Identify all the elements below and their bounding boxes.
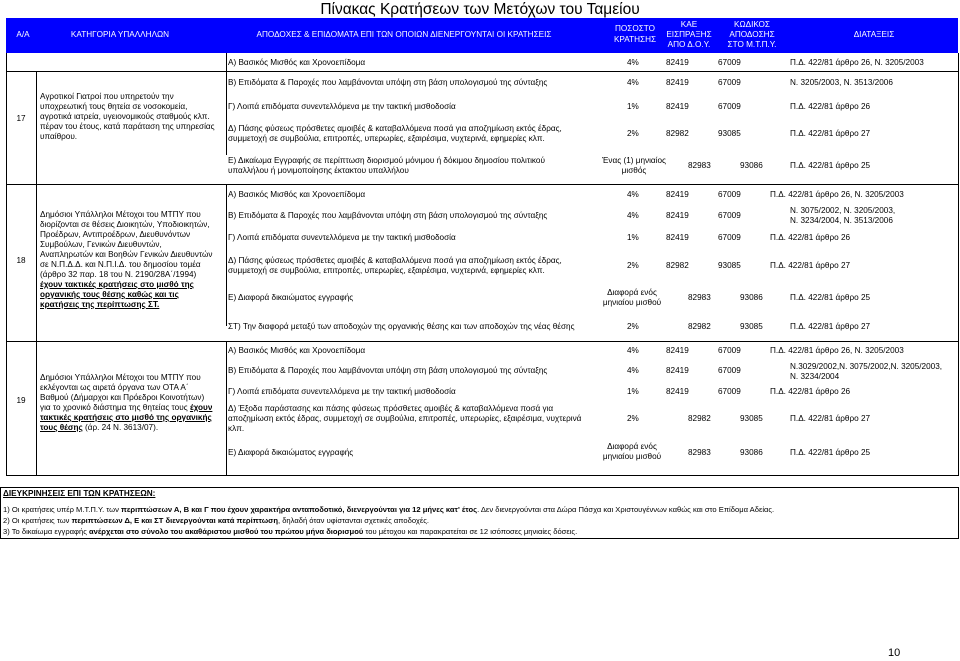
payment-provision: Π.Δ. 422/81 άρθρο 25 xyxy=(790,293,871,302)
payment-percent: 1% xyxy=(627,387,639,396)
payment-kae: 82982 xyxy=(688,322,711,331)
payment-code: 67009 xyxy=(718,366,741,375)
payment-provision: Π.Δ. 422/81 άρθρο 26 xyxy=(790,102,871,111)
payment-code: 67009 xyxy=(718,387,741,396)
payment-desc: Δ) Πάσης φύσεως πρόσθετες αμοιβές & καταβαλλόμενα ποσά για αποζημίωση εκτός έδρας, xyxy=(228,256,562,265)
payment-percent: 2% xyxy=(627,261,639,270)
payment-desc: Β) Επιδόματα & Παροχές που λαμβάνονται υπόψη στη βάση υπολογισμού της σύνταξης xyxy=(228,366,548,375)
payment-desc: Ε) Διαφορά δικαιώματος εγγραφής xyxy=(228,448,354,457)
payment-percent: 4% xyxy=(627,78,639,87)
page-number: 10 xyxy=(888,647,901,659)
payment-code: 67009 xyxy=(718,233,741,242)
payment-percent: 4% xyxy=(627,58,639,67)
payment-desc: Α) Βασικός Μισθός και Χρονοεπίδομα xyxy=(228,190,366,199)
category-line: έχουν τακτικές κρατήσεις στο μισθό της xyxy=(40,280,194,289)
header-kae-3: ΑΠΟ Δ.Ο.Υ. xyxy=(667,40,711,49)
header-aa: Α/Α xyxy=(16,30,30,39)
header-payments: ΑΠΟΔΟΧΕΣ & ΕΠΙΔΟΜΑΤΑ ΕΠΙ ΤΩΝ ΟΠΟΙΩΝ ΔΙΕΝΕΡΓΟΥΝΤΑΙ ΟΙ ΚΡΑΤΗΣΕΙΣ xyxy=(256,30,552,39)
payment-code: 67009 xyxy=(718,346,741,355)
payment-code: 67009 xyxy=(718,78,741,87)
header-percent-1: ΠΟΣΟΣΤΟ xyxy=(615,24,655,33)
category-line: οργανικής τους θέσης καθώς και τις xyxy=(40,290,179,299)
payment-provision: Π.Δ. 422/81 άρθρο 27 xyxy=(790,414,871,423)
payment-desc: κλπ. xyxy=(228,424,245,433)
payment-desc: Δ) Έξοδα παράστασης και πάσης φύσεως πρόσθετες αμοιβές & καταβαλλόμενα ποσά για xyxy=(228,404,554,413)
payment-kae: 82983 xyxy=(688,161,711,170)
payment-desc: Γ) Λοιπά επιδόματα συνεντελλόμενα με την τακτική μισθοδοσία xyxy=(228,387,456,396)
payment-code: 93086 xyxy=(740,161,763,170)
table-header xyxy=(6,18,958,53)
payment-code: 67009 xyxy=(718,211,741,220)
payment-kae: 82982 xyxy=(666,261,689,270)
category-line: υποχρεωτική τους θητεία σε νοσοκομεία, xyxy=(40,102,188,111)
payment-provision: Π.Δ. 422/81 άρθρο 26, Ν. 3205/2003 xyxy=(770,346,904,355)
category-line: αγροτικά ιατρεία, υγειονομικούς σταθμούς κλπ. xyxy=(40,112,210,121)
payment-desc: Ε) Δικαίωμα Εγγραφής σε περίπτωση διορισμού μόνιμου ή δόκιμου δημοσίου πολιτικού xyxy=(228,156,545,165)
category-line: υπαίθρου. xyxy=(40,132,78,141)
payment-percent: 4% xyxy=(627,346,639,355)
payment-provision: Ν. 3234/2004 xyxy=(790,372,840,381)
notes-heading: ΔΙΕΥΚΡΙΝΗΣΕΙΣ ΕΠΙ ΤΩΝ ΚΡΑΤΗΣΕΩΝ: xyxy=(3,489,156,498)
header-code-2: ΑΠΟΔΟΣΗΣ xyxy=(729,30,775,39)
category-line: Αναπληρωτών και Βοηθών Γενικών Διευθυντών xyxy=(40,250,213,259)
category-line: Αγροτικοί Γιατροί που υπηρετούν την xyxy=(40,92,174,101)
payment-provision: Ν. 3234/2004, Ν. 3513/2006 xyxy=(790,216,893,225)
payment-provision: Ν. 3205/2003, Ν. 3513/2006 xyxy=(790,78,893,87)
payment-provision: Ν.3029/2002,Ν. 3075/2002,Ν. 3205/2003, xyxy=(790,362,943,371)
category-line: Προέδρων, Αντιπροέδρων, Διευθυνόντων xyxy=(40,230,191,239)
payment-provision: Ν. 3075/2002, Ν. 3205/2003, xyxy=(790,206,896,215)
payment-provision: Π.Δ. 422/81 άρθρο 25 xyxy=(790,448,871,457)
header-kae-2: ΕΙΣΠΡΑΞΗΣ xyxy=(666,30,712,39)
note-1: 1) Οι κρατήσεις υπέρ Μ.Τ.Π.Υ. των περιπτώσεων Α, Β και Γ που έχουν χαρακτήρα ανταποδοτικό, διενεργούνται για 12 μήνες κατ' έτος. Δεν διενεργούνται στα Δώρα Πάσχα και Χριστουγέννων καθώς και στο Επίδομα Αδείας. xyxy=(3,505,775,514)
payment-kae: 82419 xyxy=(666,366,689,375)
payment-percent: Διαφορά ενός xyxy=(607,442,657,451)
category-line: σε Ν.Π.Δ.Δ. και Ν.Π.Ι.Δ. του δημοσίου τομέα xyxy=(40,260,201,269)
payment-percent: 1% xyxy=(627,233,639,242)
payment-kae: 82419 xyxy=(666,233,689,242)
category-line: Συμβούλων, Γενικών Διευθυντών, xyxy=(40,240,162,249)
header-percent-2: ΚΡΑΤΗΣΗΣ xyxy=(613,35,657,44)
payment-percent: 4% xyxy=(627,366,639,375)
row-number: 18 xyxy=(16,256,26,265)
notes-box xyxy=(0,487,959,539)
payment-kae: 82419 xyxy=(666,190,689,199)
payment-provision: Π.Δ. 422/81 άρθρο 26, Ν. 3205/2003 xyxy=(770,190,904,199)
payment-percent: Ένας (1) μηνιαίος xyxy=(602,156,666,165)
payment-provision: Π.Δ. 422/81 άρθρο 26 xyxy=(770,387,851,396)
payment-code: 93085 xyxy=(740,322,763,331)
header-provisions: ΔΙΑΤΑΞΕΙΣ xyxy=(853,30,895,39)
payment-code: 93085 xyxy=(718,261,741,270)
payment-provision: Π.Δ. 422/81 άρθρο 25 xyxy=(790,161,871,170)
header-code-1: ΚΩΔΙΚΟΣ xyxy=(734,20,770,29)
category-line: τακτικές κρατήσεις στο μισθό της οργανικής xyxy=(40,413,212,422)
payment-kae: 82419 xyxy=(666,58,689,67)
header-category: ΚΑΤΗΓΟΡΙΑ ΥΠΑΛΛΗΛΩΝ xyxy=(70,30,170,39)
payment-kae: 82982 xyxy=(666,129,689,138)
payment-desc: Δ) Πάσης φύσεως πρόσθετες αμοιβές & καταβαλλόμενα ποσά για αποζημίωση εκτός έδρας, xyxy=(228,124,562,133)
payment-desc: Β) Επιδόματα & Παροχές που λαμβάνονται υπόψη στη βάση υπολογισμού της σύνταξης xyxy=(228,211,548,220)
payment-kae: 82983 xyxy=(688,293,711,302)
payment-kae: 82419 xyxy=(666,387,689,396)
payment-provision: Π.Δ. 422/81 άρθρο 27 xyxy=(790,129,871,138)
payment-percent: 4% xyxy=(627,190,639,199)
payment-percent: 4% xyxy=(627,211,639,220)
row-number: 17 xyxy=(16,114,26,123)
payment-code: 93086 xyxy=(740,448,763,457)
payment-percent: μηνιαίου μισθού xyxy=(602,452,662,461)
page-title: Πίνακας Κρατήσεων των Μετόχων του Ταμείου xyxy=(320,1,640,18)
payment-desc: Α) Βασικός Μισθός και Χρονοεπίδομα xyxy=(228,58,366,67)
payment-code: 67009 xyxy=(718,102,741,111)
payment-desc: αποζημίωση εκτός έδρας, συμμετοχή σε συμβούλια, επιτροπές, υπερωρίες, εξαιρέσιμα, νυχτερινά xyxy=(228,414,582,423)
payment-code: 67009 xyxy=(718,190,741,199)
header-kae-1: ΚΑΕ xyxy=(680,20,698,29)
payment-kae: 82983 xyxy=(688,448,711,457)
payment-percent: 1% xyxy=(627,102,639,111)
payment-desc: συμμετοχή σε συμβούλια, επιτροπές, υπερωρίες, εξαιρέσιμα, νυχτερινά, εφημερίες κλπ. xyxy=(228,134,545,143)
category-line: Δημόσιοι Υπάλληλοι Μέτοχοι του ΜΤΠΥ που xyxy=(40,373,201,382)
note-3: 3) Το δικαίωμα εγγραφής ανέρχεται στο σύνολο του ακαθάριστου μισθού του πρώτου μήνα διορισμού του μέτοχου και παρακρατείται σε 12 ισόποσες μηνιαίες δόσεις. xyxy=(3,527,578,536)
category-line: Βαθμού (Δήμαρχοι και Πρόεδροι Κοινοτήτων) xyxy=(40,393,205,402)
payment-percent: μισθός xyxy=(621,166,647,175)
payment-provision: Π.Δ. 422/81 άρθρο 27 xyxy=(770,261,851,270)
note-2: 2) Οι κρατήσεις των περιπτώσεων Δ, Ε και ΣΤ διενεργούνται κατά περίπτωση, δηλαδή όταν υφίστανται σχετικές αποδοχές. xyxy=(3,516,430,525)
payment-code: 93085 xyxy=(718,129,741,138)
payment-code: 93086 xyxy=(740,293,763,302)
payment-desc: Ε) Διαφορά δικαιώματος εγγραφής xyxy=(228,293,354,302)
row-number: 19 xyxy=(16,396,26,405)
payment-desc: συμμετοχή σε συμβούλια, επιτροπές, υπερωρίες, εξαιρέσιμα, νυχτερινά, εφημερίες κλπ. xyxy=(228,266,545,275)
header-code-3: ΣΤΟ Μ.Τ.Π.Υ. xyxy=(727,40,777,49)
payment-desc: Α) Βασικός Μισθός και Χρονοεπίδομα xyxy=(228,346,366,355)
category-line: για το χρονικό διάστημα της θητείας τους έχουν xyxy=(40,403,213,412)
category-line: Δημόσιοι Υπάλληλοι Μέτοχοι του ΜΤΠΥ που xyxy=(40,210,201,219)
payment-percent: Διαφορά ενός xyxy=(607,288,657,297)
payment-code: 93085 xyxy=(740,414,763,423)
category-line: διορίζονται σε θέσεις Διοικητών, Υποδιοικητών, xyxy=(40,220,210,229)
payment-desc: Β) Επιδόματα & Παροχές που λαμβάνονται υπόψη στη βάση υπολογισμού της σύνταξης xyxy=(228,78,548,87)
payment-percent: 2% xyxy=(627,129,639,138)
payment-kae: 82419 xyxy=(666,211,689,220)
payment-percent: 2% xyxy=(627,322,639,331)
category-line: τους θέσης (άρ. 24 Ν. 3613/07). xyxy=(40,423,159,432)
payment-provision: Π.Δ. 422/81 άρθρο 27 xyxy=(790,322,871,331)
category-line: κρατήσεις της περίπτωσης ΣΤ. xyxy=(40,300,160,309)
category-line: εκλέγονται ως αιρετά όργανα των ΟΤΑ Α΄ xyxy=(40,383,189,392)
category-line: (άρθρο 32 παρ. 18 του Ν. 2190/28Α΄/1994) xyxy=(40,270,197,279)
category-line: πέραν του έτους, κατά παράταση της υπηρεσίας xyxy=(40,122,215,131)
payment-provision: Π.Δ. 422/81 άρθρο 26 xyxy=(770,233,851,242)
payment-percent: μηνιαίου μισθού xyxy=(602,298,662,307)
payment-desc: ΣΤ) Την διαφορά μεταξύ των αποδοχών της οργανικής θέσης και των αποδοχών της νέας θέσης xyxy=(228,322,575,331)
payment-percent: 2% xyxy=(627,414,639,423)
payment-code: 67009 xyxy=(718,58,741,67)
payment-desc: Γ) Λοιπά επιδόματα συνεντελλόμενα με την τακτική μισθοδοσία xyxy=(228,102,456,111)
payment-kae: 82419 xyxy=(666,78,689,87)
payment-kae: 82982 xyxy=(688,414,711,423)
payment-kae: 82419 xyxy=(666,102,689,111)
payment-desc: Γ) Λοιπά επιδόματα συνεντελλόμενα με την τακτική μισθοδοσία xyxy=(228,233,456,242)
payment-provision: Π.Δ. 422/81 άρθρο 26, Ν. 3205/2003 xyxy=(790,58,924,67)
payment-kae: 82419 xyxy=(666,346,689,355)
payment-desc: υπαλλήλου ή μονιμοποίησης έκτακτου υπαλλήλου xyxy=(228,166,409,175)
